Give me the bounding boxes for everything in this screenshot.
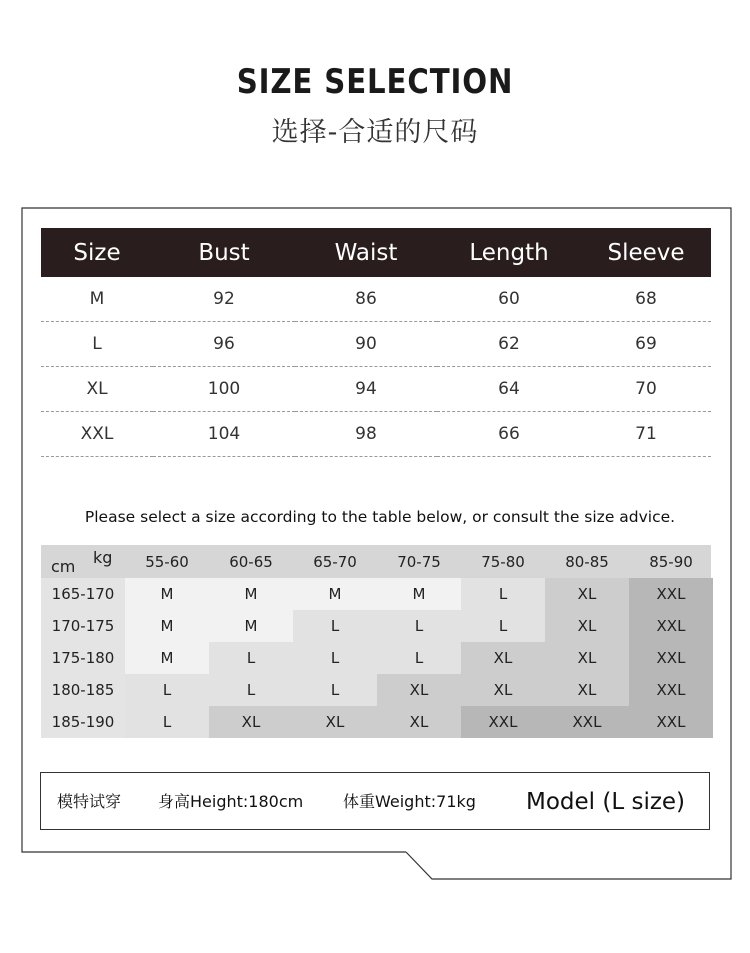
weight-range-header: 60-65 <box>229 552 273 571</box>
recommended-size-cell: L <box>125 706 209 738</box>
column-header: Bust <box>153 228 295 277</box>
recommended-size-cell: L <box>293 610 377 642</box>
recommended-size-cell: L <box>461 610 545 642</box>
recommended-size-cell: L <box>293 674 377 706</box>
recommended-size-cell: XXL <box>629 674 713 706</box>
recommended-size-cell: M <box>209 610 293 642</box>
recommended-size-cell: L <box>209 642 293 674</box>
height-range-label: 180-185 <box>41 674 125 706</box>
recommended-size-cell: XXL <box>629 578 713 610</box>
weight-range-header: 70-75 <box>397 552 441 571</box>
recommended-size-cell: XXL <box>545 706 629 738</box>
weight-range-header: 80-85 <box>565 552 609 571</box>
size-row <box>41 412 711 457</box>
recommended-size-cell: XL <box>461 642 545 674</box>
recommended-size-cell: L <box>377 642 461 674</box>
size-cell: 68 <box>581 277 711 322</box>
recommended-size-cell: M <box>209 578 293 610</box>
recommended-size-cell: M <box>377 578 461 610</box>
size-cell: 94 <box>295 367 437 412</box>
recommended-size-cell: XL <box>377 706 461 738</box>
recommended-size-cell: M <box>125 642 209 674</box>
recommended-size-cell: L <box>377 610 461 642</box>
recommended-size-cell: XXL <box>461 706 545 738</box>
recommended-size-cell: XL <box>461 674 545 706</box>
size-cell: 60 <box>437 277 581 322</box>
size-cell: XXL <box>41 412 153 457</box>
weight-range-header: 65-70 <box>313 552 357 571</box>
recommended-size-cell: XL <box>545 578 629 610</box>
model-height: 身高Height:180cm <box>158 792 304 811</box>
size-cell: 86 <box>295 277 437 322</box>
size-cell: L <box>41 322 153 367</box>
height-unit-label: cm <box>51 557 76 576</box>
column-header: Size <box>41 228 153 277</box>
recommended-size-cell: L <box>293 642 377 674</box>
recommended-size-cell: XL <box>545 674 629 706</box>
size-cell: 90 <box>295 322 437 367</box>
recommended-size-cell: M <box>125 610 209 642</box>
recommended-size-cell: XXL <box>629 610 713 642</box>
size-row <box>41 322 711 367</box>
size-cell: 64 <box>437 367 581 412</box>
column-header: Length <box>437 228 581 277</box>
recommended-size-cell: L <box>125 674 209 706</box>
size-cell: 98 <box>295 412 437 457</box>
weight-unit-label: kg <box>93 548 113 567</box>
height-range-label: 170-175 <box>41 610 125 642</box>
size-row <box>41 367 711 412</box>
size-chart-header-row <box>41 228 711 277</box>
column-header: Sleeve <box>581 228 711 277</box>
size-cell: 62 <box>437 322 581 367</box>
size-cell: 92 <box>153 277 295 322</box>
size-cell: XL <box>41 367 153 412</box>
size-cell: 104 <box>153 412 295 457</box>
height-range-label: 175-180 <box>41 642 125 674</box>
recommended-size-cell: L <box>461 578 545 610</box>
recommended-size-cell: XL <box>545 610 629 642</box>
model-label: 模特试穿 <box>57 792 122 811</box>
size-row <box>41 277 711 322</box>
size-cell: 66 <box>437 412 581 457</box>
height-range-label: 165-170 <box>41 578 125 610</box>
recommended-size-cell: XL <box>293 706 377 738</box>
size-cell: 96 <box>153 322 295 367</box>
page-title: SIZE SELECTION <box>236 62 514 102</box>
weight-range-header: 85-90 <box>649 552 693 571</box>
weight-range-header: 75-80 <box>481 552 525 571</box>
recommended-size-cell: XXL <box>629 706 713 738</box>
size-recommendation-grid <box>41 545 711 743</box>
recommended-size-cell: M <box>293 578 377 610</box>
page-subtitle: 选择-合适的尺码 <box>271 117 479 148</box>
size-chart-table <box>41 228 711 457</box>
size-cell: 71 <box>581 412 711 457</box>
column-header: Waist <box>295 228 437 277</box>
recommended-size-cell: M <box>125 578 209 610</box>
model-size: Model (L size) <box>526 789 686 815</box>
size-cell: 70 <box>581 367 711 412</box>
height-range-label: 185-190 <box>41 706 125 738</box>
size-advice-note: Please select a size according to the table below, or consult the size advice. <box>84 508 676 526</box>
size-cell: M <box>41 277 153 322</box>
recommended-size-cell: XL <box>209 706 293 738</box>
model-info-box <box>40 772 710 830</box>
model-weight: 体重Weight:71kg <box>343 792 476 811</box>
size-cell: 69 <box>581 322 711 367</box>
recommended-size-cell: XL <box>377 674 461 706</box>
weight-range-header: 55-60 <box>145 552 189 571</box>
recommended-size-cell: XL <box>545 642 629 674</box>
size-cell: 100 <box>153 367 295 412</box>
recommended-size-cell: XXL <box>629 642 713 674</box>
recommended-size-cell: L <box>209 674 293 706</box>
